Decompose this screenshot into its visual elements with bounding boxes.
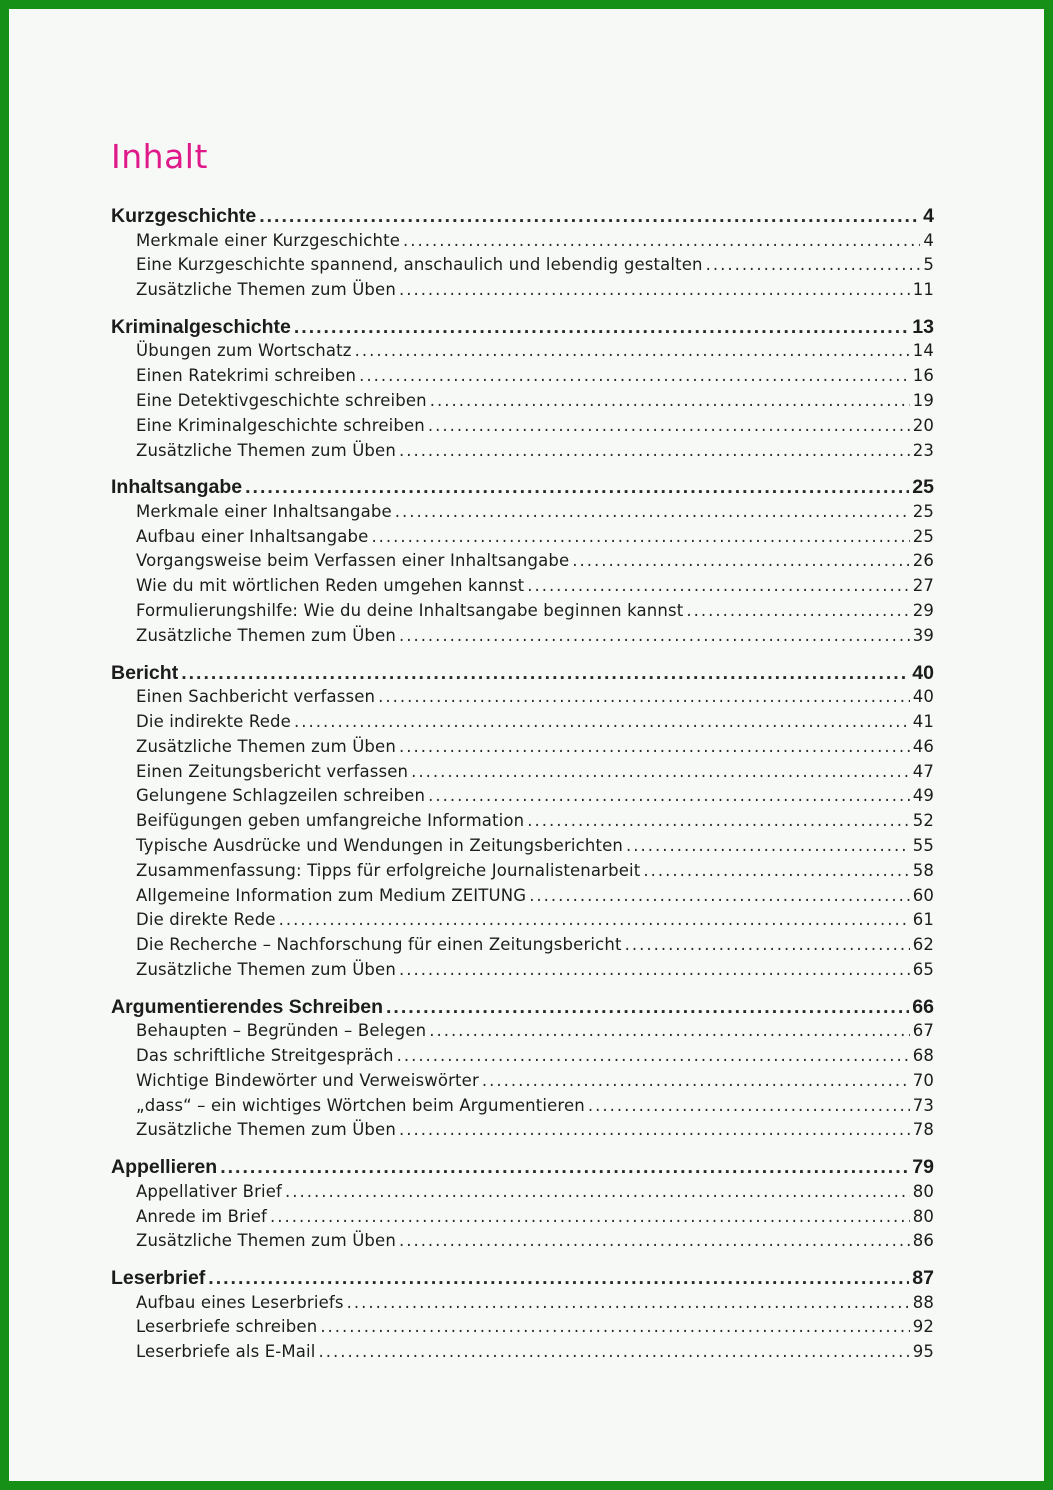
toc-page-number: 67 <box>912 1021 934 1041</box>
toc-entry[interactable] <box>111 441 934 466</box>
toc-page-number: 29 <box>912 601 934 621</box>
dot-leader <box>371 527 909 546</box>
toc-page-number: 66 <box>912 995 934 1018</box>
toc-entry-label: Allgemeine Information zum Medium ZEITUNG <box>136 885 527 905</box>
dot-leader <box>706 255 921 274</box>
toc-entry-label: Argumentierendes Schreiben <box>111 995 383 1018</box>
toc-entry[interactable] <box>111 1231 934 1256</box>
toc-page-number: 23 <box>912 440 934 460</box>
toc-entry-label: Appellativer Brief <box>136 1181 283 1201</box>
toc-entry[interactable] <box>111 576 934 601</box>
dot-leader <box>399 441 910 460</box>
toc-entry[interactable] <box>111 1071 934 1096</box>
toc-entry[interactable] <box>111 935 934 960</box>
dot-leader <box>399 1231 910 1250</box>
toc-page-number: 41 <box>912 711 934 731</box>
toc-chapter-heading[interactable] <box>111 662 934 688</box>
toc-page-number: 25 <box>912 526 934 546</box>
toc-page-number: 4 <box>923 205 934 227</box>
dot-leader <box>428 416 910 435</box>
toc-entry[interactable] <box>111 626 934 651</box>
dot-leader <box>355 341 910 360</box>
toc-section <box>111 476 934 650</box>
toc-entry[interactable] <box>111 391 934 416</box>
toc-entry-label: Einen Sachbericht verfassen <box>136 687 376 707</box>
toc-page-number: 92 <box>912 1317 934 1337</box>
toc-entry-label: Eine Detektivgeschichte schreiben <box>136 390 427 410</box>
toc-entry-label: Bericht <box>111 661 179 684</box>
toc-page-number: 11 <box>912 280 934 300</box>
toc-entry-label: Vorgangsweise beim Verfassen einer Inhaltsangabe <box>136 551 570 571</box>
dot-leader <box>428 786 910 805</box>
toc-entry-label: Leserbrief <box>111 1267 206 1290</box>
toc-entry-label: Zusätzliche Themen zum Üben <box>136 280 396 300</box>
toc-page-number: 65 <box>912 959 934 979</box>
toc-entry[interactable] <box>111 1182 934 1207</box>
dot-leader <box>411 762 910 781</box>
toc-entry[interactable] <box>111 712 934 737</box>
dot-leader <box>625 935 910 954</box>
toc-entry-label: Wichtige Bindewörter und Verweiswörter <box>136 1070 479 1090</box>
toc-page-number: 49 <box>912 786 934 806</box>
toc-entry-label: Merkmale einer Inhaltsangabe <box>136 501 392 521</box>
toc-entry-label: Leserbriefe als E-Mail <box>136 1342 316 1362</box>
toc-page-number: 58 <box>912 860 934 880</box>
toc-entry-label: Die direkte Rede <box>136 910 276 930</box>
toc-chapter-heading[interactable] <box>111 316 934 342</box>
dot-leader <box>527 811 909 830</box>
toc-entry-label: Zusätzliche Themen zum Üben <box>136 1120 396 1140</box>
toc-entry-label: Appellieren <box>111 1156 218 1179</box>
toc-entry-label: Aufbau einer Inhaltsangabe <box>136 526 369 546</box>
toc-entry-label: Die Recherche – Nachforschung für einen Zeitungsbericht <box>136 935 622 955</box>
toc-entry-label: Zusätzliche Themen zum Üben <box>136 625 396 645</box>
toc-entry-label: Übungen zum Wortschatz <box>136 341 352 361</box>
dot-leader <box>399 960 910 979</box>
toc-chapter-heading[interactable] <box>111 996 934 1022</box>
toc-entry-label: Zusammenfassung: Tipps für erfolgreiche Journalistenarbeit <box>136 860 641 880</box>
toc-entry-label: Gelungene Schlagzeilen schreiben <box>136 786 426 806</box>
dot-leader <box>527 576 910 595</box>
toc-page-number: 95 <box>912 1342 934 1362</box>
dot-leader <box>686 601 909 620</box>
toc-entry[interactable] <box>111 341 934 366</box>
toc-entry[interactable] <box>111 1293 934 1318</box>
toc-section <box>111 205 934 305</box>
toc-page-number: 80 <box>912 1206 934 1226</box>
toc-entry[interactable] <box>111 737 934 762</box>
dot-leader <box>399 280 910 299</box>
toc-entry[interactable] <box>111 687 934 712</box>
dot-leader <box>399 1120 910 1139</box>
dot-leader <box>319 1342 910 1361</box>
toc-entry-label: Typische Ausdrücke und Wendungen in Zeitungsberichten <box>136 835 623 855</box>
toc-page-number: 87 <box>912 1267 934 1290</box>
toc-entry[interactable] <box>111 811 934 836</box>
toc-page-number: 16 <box>912 366 934 386</box>
dot-leader <box>572 551 909 570</box>
dot-leader <box>399 737 910 756</box>
toc-entry-label: Aufbau eines Leserbriefs <box>136 1292 344 1312</box>
toc-entry[interactable] <box>111 416 934 441</box>
toc-page-number: 60 <box>912 885 934 905</box>
dot-leader <box>245 476 909 499</box>
toc-page-number: 5 <box>923 255 934 275</box>
dot-leader <box>270 1207 910 1226</box>
dot-leader <box>208 1267 909 1290</box>
toc-chapter-heading[interactable] <box>111 205 934 231</box>
toc-page-number: 73 <box>912 1095 934 1115</box>
toc-section <box>111 316 934 465</box>
toc-entry[interactable] <box>111 502 934 527</box>
toc-page-number: 4 <box>923 230 934 250</box>
toc-page-number: 79 <box>912 1156 934 1179</box>
toc-page-number: 55 <box>912 835 934 855</box>
dot-leader <box>588 1096 910 1115</box>
dot-leader <box>181 662 909 685</box>
toc-page-number: 20 <box>912 415 934 435</box>
dot-leader <box>386 996 909 1019</box>
toc-entry[interactable] <box>111 886 934 911</box>
toc-entry[interactable] <box>111 255 934 280</box>
toc-entry[interactable] <box>111 1317 934 1342</box>
toc-entry-label: Einen Ratekrimi schreiben <box>136 366 357 386</box>
toc-entry-label: Behaupten – Begründen – Belegen <box>136 1021 427 1041</box>
toc-page-number: 47 <box>912 761 934 781</box>
toc-page-number: 25 <box>912 501 934 521</box>
toc-entry-label: Zusätzliche Themen zum Üben <box>136 736 396 756</box>
toc-entry[interactable] <box>111 960 934 985</box>
toc-page-number: 62 <box>912 935 934 955</box>
toc-entry[interactable] <box>111 786 934 811</box>
toc-entry[interactable] <box>111 1342 934 1367</box>
toc-page-number: 70 <box>912 1070 934 1090</box>
toc-page-number: 40 <box>912 661 934 684</box>
toc-entry-label: Wie du mit wörtlichen Reden umgehen kannst <box>136 576 525 596</box>
toc-chapter-heading[interactable] <box>111 1267 934 1293</box>
toc-entry[interactable] <box>111 527 934 552</box>
toc-entry-label: Anrede im Brief <box>136 1206 267 1226</box>
toc-entry-label: „dass“ – ein wichtiges Wörtchen beim Argumentieren <box>136 1095 585 1115</box>
toc-entry-label: Das schriftliche Streitgespräch <box>136 1046 394 1066</box>
toc-entry-label: Inhaltsangabe <box>111 476 243 499</box>
toc-entry[interactable] <box>111 836 934 861</box>
toc-page-number: 61 <box>912 910 934 930</box>
table-of-contents <box>111 205 934 1378</box>
toc-chapter-heading[interactable] <box>111 1156 934 1182</box>
toc-entry-label: Zusätzliche Themen zum Üben <box>136 959 396 979</box>
dot-leader <box>285 1182 910 1201</box>
dot-leader <box>279 910 910 929</box>
toc-entry[interactable] <box>111 861 934 886</box>
dot-leader <box>395 502 910 521</box>
toc-entry[interactable] <box>111 1096 934 1121</box>
toc-entry-label: Zusätzliche Themen zum Üben <box>136 440 396 460</box>
toc-entry[interactable] <box>111 280 934 305</box>
dot-leader <box>643 861 909 880</box>
toc-page-number: 52 <box>912 811 934 831</box>
document-page <box>9 9 1044 1481</box>
dot-leader <box>320 1317 909 1336</box>
dot-leader <box>403 231 920 250</box>
toc-entry-label: Einen Zeitungsbericht verfassen <box>136 761 409 781</box>
toc-page-number: 80 <box>912 1181 934 1201</box>
toc-entry-label: Die indirekte Rede <box>136 711 291 731</box>
toc-entry[interactable] <box>111 551 934 576</box>
toc-page-number: 13 <box>912 315 934 338</box>
dot-leader <box>429 1021 910 1040</box>
toc-page-number: 86 <box>912 1231 934 1251</box>
dot-leader <box>378 687 910 706</box>
toc-page-number: 78 <box>912 1120 934 1140</box>
toc-entry-label: Formulierungshilfe: Wie du deine Inhaltsangabe beginnen kannst <box>136 601 684 621</box>
toc-entry-label: Kurzgeschichte <box>111 205 257 227</box>
toc-entry[interactable] <box>111 1207 934 1232</box>
dot-leader <box>294 316 909 339</box>
dot-leader <box>220 1156 909 1179</box>
toc-entry-label: Eine Kriminalgeschichte schreiben <box>136 415 425 435</box>
dot-leader <box>259 205 920 228</box>
toc-entry[interactable] <box>111 1046 934 1071</box>
dot-leader <box>397 1046 910 1065</box>
toc-page-number: 26 <box>912 551 934 571</box>
toc-chapter-heading[interactable] <box>111 476 934 502</box>
dot-leader <box>529 886 910 905</box>
dot-leader <box>482 1071 910 1090</box>
dot-leader <box>430 391 910 410</box>
toc-section <box>111 662 934 985</box>
dot-leader <box>347 1293 910 1312</box>
toc-section <box>111 1267 934 1367</box>
toc-entry-label: Zusätzliche Themen zum Üben <box>136 1231 396 1251</box>
toc-page-number: 46 <box>912 736 934 756</box>
toc-page-number: 14 <box>912 341 934 361</box>
toc-entry[interactable] <box>111 762 934 787</box>
dot-leader <box>626 836 910 855</box>
toc-entry-label: Beifügungen geben umfangreiche Information <box>136 811 525 831</box>
page-title: Inhalt <box>111 137 208 176</box>
toc-entry-label: Leserbriefe schreiben <box>136 1317 318 1337</box>
toc-entry[interactable] <box>111 601 934 626</box>
toc-entry-label: Eine Kurzgeschichte spannend, anschaulich und lebendig gestalten <box>136 255 703 275</box>
toc-page-number: 88 <box>912 1292 934 1312</box>
toc-entry-label: Kriminalgeschichte <box>111 315 291 338</box>
toc-page-number: 68 <box>912 1046 934 1066</box>
toc-entry-label: Merkmale einer Kurzgeschichte <box>136 230 400 250</box>
dot-leader <box>399 626 910 645</box>
toc-entry[interactable] <box>111 1120 934 1145</box>
toc-page-number: 27 <box>912 576 934 596</box>
dot-leader <box>294 712 910 731</box>
toc-section <box>111 1156 934 1256</box>
toc-page-number: 25 <box>912 476 934 499</box>
toc-section <box>111 996 934 1145</box>
toc-entry[interactable] <box>111 366 934 391</box>
toc-page-number: 19 <box>912 390 934 410</box>
dot-leader <box>359 366 910 385</box>
toc-page-number: 40 <box>912 687 934 707</box>
toc-entry[interactable] <box>111 1021 934 1046</box>
toc-entry[interactable] <box>111 910 934 935</box>
toc-page-number: 39 <box>912 625 934 645</box>
toc-entry[interactable] <box>111 231 934 256</box>
